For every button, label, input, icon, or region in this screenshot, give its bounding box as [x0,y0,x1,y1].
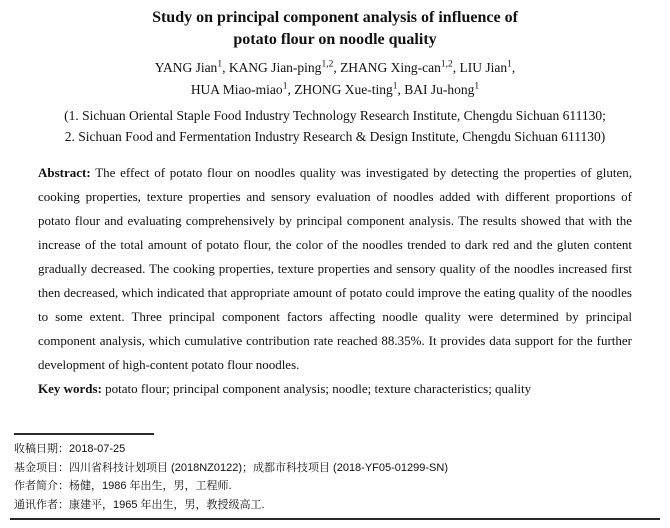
title-line-2: potato flour on noodle quality [233,31,437,48]
affiliations [0,105,670,147]
author-line-2: HUA Miao-miao$^1$, ZHONG Xue-ting$^1$, BAI Ju-hong$^1$ [190,81,480,97]
footnote-corresponding-author: 通讯作者：康建平，1965 年出生，男，教授级高工. [14,498,265,511]
affiliation-line-1: (1. Sichuan Oriental Staple Food Industry Technology Research Institute, Chengdu Sichuan 611130; [64,108,606,123]
footnote-block [14,433,656,514]
footnote-author-bio: 作者简介：杨健，1986 年出生，男，工程师. [14,480,232,492]
page-bottom-rule [10,518,660,520]
paper-title [24,7,646,51]
affiliation-line-2: 2. Sichuan Food and Fermentation Industry Research & Design Institute, Chengdu Sichuan 611130) [64,129,606,144]
footnote-divider-rule [14,433,154,435]
abstract-paragraph [38,161,632,377]
footnote-received-date: 收稿日期：2018-07-25 [14,443,126,455]
author-list [0,57,670,101]
keywords-label: Key words: [38,381,102,396]
keywords-text: potato flour; principal component analysis; noodle; texture characteristics; quality [105,381,532,396]
keywords-paragraph [38,377,632,401]
footnote-fund-project: 基金项目：四川省科技计划项目 (2018NZ0122)；成都市科技项目 (2018-YF05-01299-SN) [14,461,448,474]
author-line-1: YANG Jian$^1$, KANG Jian-ping$^{1,2}$, ZHANG Xing-can$^{1,2}$, LIU Jian$^1$, [154,59,516,75]
abstract-text: The effect of potato flour on noodles quality was investigated by detecting the properties of gluten, cooking properties, texture properties and sensory evaluation of noodles added with different proportions of potato flour and evaluating comprehensively by principal component analysis. The results showed that with the increase of the total amount of potato flour, the color of the noodles trended to dark red and the gluten content gradually decreased. The cooking properties, texture properties and sensory quality of the noodles increased first then decreased, which indicated that appropriate amount of potato could improve the eating quality of the noodles to some extent. Three principal component factors affecting noodle quality were determined by principal component analysis, which cumulative contribution rate reached 88.35%. It provides data support for the further development of high-content potato flour noodles. [38,165,633,372]
abstract-label: Abstract: [38,165,91,180]
title-line-1: Study on principal component analysis of influence of [152,9,518,26]
